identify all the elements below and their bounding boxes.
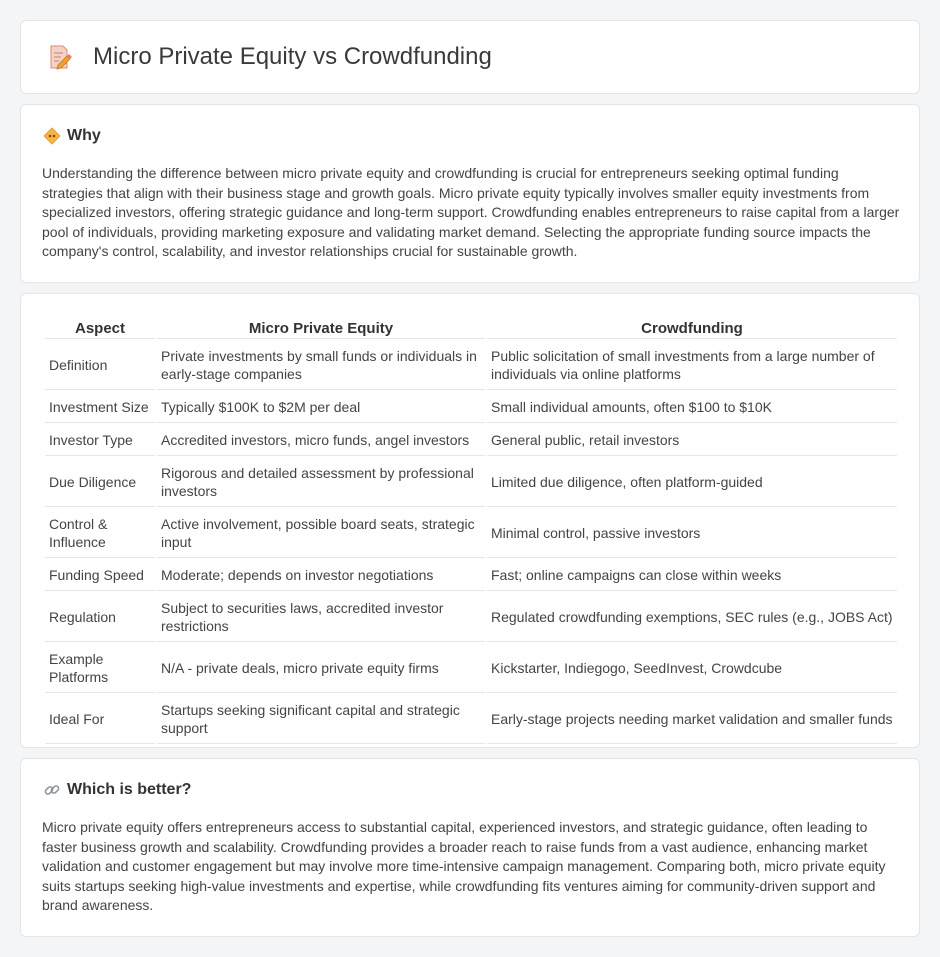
which-is-better-title: Which is better? (67, 781, 192, 798)
crowdfunding-cell: Early-stage projects needing market validation and smaller funds (487, 695, 897, 744)
aspect-cell: Definition (45, 341, 155, 390)
aspect-cell: Example Platforms (45, 644, 155, 693)
aspect-cell: Due Diligence (45, 458, 155, 507)
diamond-icon (43, 127, 61, 145)
table-row (45, 509, 897, 558)
why-section (20, 104, 920, 283)
page-title: Micro Private Equity vs Crowdfunding (93, 43, 492, 70)
table-row (45, 458, 897, 507)
table-row (45, 392, 897, 423)
crowdfunding-cell: Minimal control, passive investors (487, 509, 897, 558)
crowdfunding-cell: Small individual amounts, often $100 to $10K (487, 392, 897, 423)
column-header-crowdfunding: Crowdfunding (487, 318, 897, 339)
micro-pe-cell: Startups seeking significant capital and strategic support (157, 695, 485, 744)
link-icon (43, 781, 61, 799)
table-row (45, 593, 897, 642)
micro-pe-cell: Typically $100K to $2M per deal (157, 392, 485, 423)
crowdfunding-cell: General public, retail investors (487, 425, 897, 456)
micro-pe-cell: Private investments by small funds or individuals in early-stage companies (157, 341, 485, 390)
aspect-cell: Investment Size (45, 392, 155, 423)
column-header-micro-private-equity: Micro Private Equity (157, 318, 485, 339)
aspect-cell: Control & Influence (45, 509, 155, 558)
table-header-row (45, 318, 897, 339)
crowdfunding-cell: Limited due diligence, often platform-guided (487, 458, 897, 507)
aspect-cell: Ideal For (45, 695, 155, 744)
crowdfunding-cell: Public solicitation of small investments from a large number of individuals via online platforms (487, 341, 897, 390)
crowdfunding-cell: Kickstarter, Indiegogo, SeedInvest, Crowdcube (487, 644, 897, 693)
header-card (20, 20, 920, 94)
micro-pe-cell: Moderate; depends on investor negotiations (157, 560, 485, 591)
comparison-table-card (20, 293, 920, 748)
which-is-better-section (20, 758, 920, 937)
document-pencil-icon (45, 43, 73, 71)
micro-pe-cell: Rigorous and detailed assessment by professional investors (157, 458, 485, 507)
table-row (45, 425, 897, 456)
table-row (45, 695, 897, 744)
column-header-aspect: Aspect (45, 318, 155, 339)
aspect-cell: Funding Speed (45, 560, 155, 591)
why-text: Understanding the difference between micro private equity and crowdfunding is crucial for entrepreneurs seeking optimal funding strategies that align with their business stage and growth goals. Micro private equity typically involves smaller equity investments from specialized investors, offering strategic guidance and long-term support. Crowdfunding enables entrepreneurs to raise capital from a larger pool of individuals, providing marketing exposure and validating market demand. Selecting the appropriate funding source impacts the company's control, scalability, and investor relationships crucial for sustainable growth. (42, 165, 900, 260)
crowdfunding-cell: Regulated crowdfunding exemptions, SEC rules (e.g., JOBS Act) (487, 593, 897, 642)
micro-pe-cell: N/A - private deals, micro private equity firms (157, 644, 485, 693)
aspect-cell: Investor Type (45, 425, 155, 456)
table-row (45, 341, 897, 390)
micro-pe-cell: Active involvement, possible board seats, strategic input (157, 509, 485, 558)
comparison-table (43, 316, 899, 746)
micro-pe-cell: Subject to securities laws, accredited investor restrictions (157, 593, 485, 642)
which-is-better-text: Micro private equity offers entrepreneurs access to substantial capital, experienced investors, and strategic guidance, often leading to faster business growth and scalability. Crowdfunding provides a broader reach to raise funds from a vast audience, enhancing market validation and customer engagement but may involve more time-intensive campaign management. Comparing both, micro private equity suits startups seeking high-value investments and expertise, while crowdfunding fits ventures aiming for community-driven support and brand awareness. (42, 819, 886, 914)
aspect-cell: Regulation (45, 593, 155, 642)
why-title: Why (67, 127, 101, 144)
table-row (45, 644, 897, 693)
crowdfunding-cell: Fast; online campaigns can close within weeks (487, 560, 897, 591)
micro-pe-cell: Accredited investors, micro funds, angel investors (157, 425, 485, 456)
table-row (45, 560, 897, 591)
